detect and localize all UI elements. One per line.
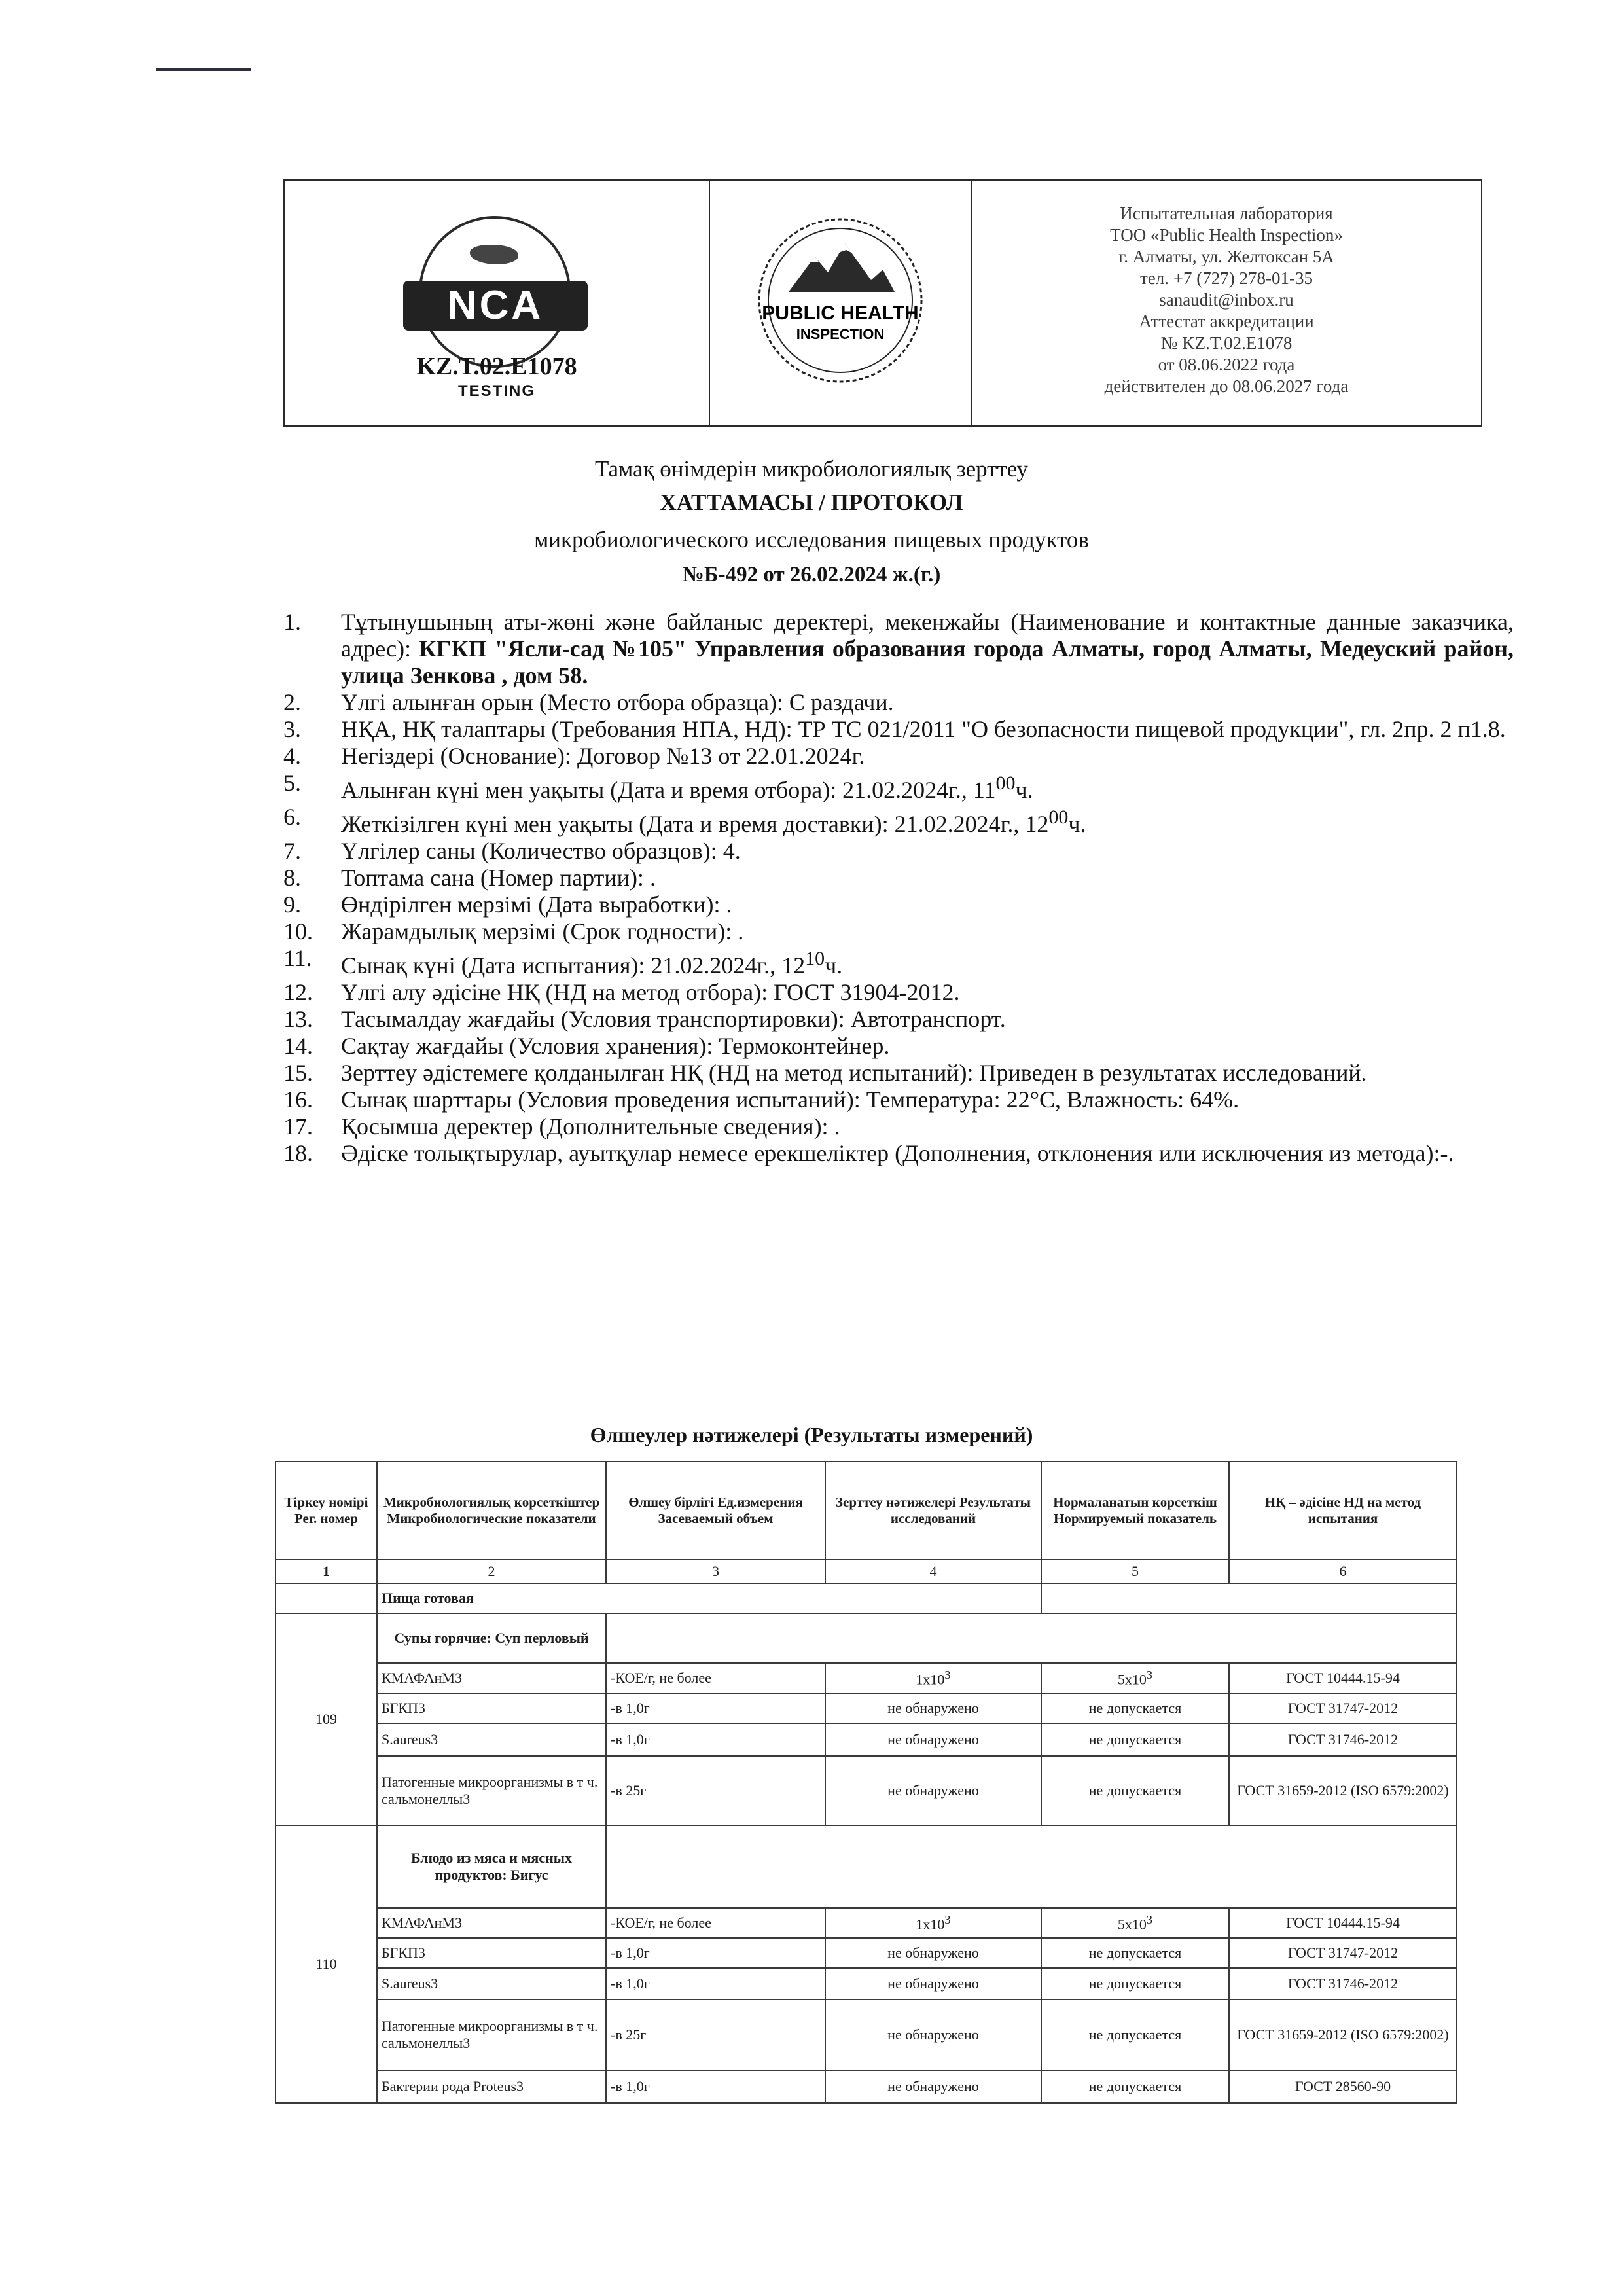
item-number: 7. bbox=[283, 838, 301, 864]
lab-line: Испытательная лаборатория bbox=[1120, 204, 1333, 223]
product-row bbox=[276, 1613, 1457, 1663]
nca-logo bbox=[419, 216, 571, 368]
document-title: ХАТТАМАСЫ / ПРОТОКОЛ bbox=[660, 490, 963, 515]
item-text: Жарамдылық мерзімі (Срок годности): . bbox=[341, 918, 744, 944]
method: ГОСТ 31746-2012 bbox=[1229, 1723, 1457, 1756]
product-name: Блюдо из мяса и мясных продуктов: Бигус bbox=[377, 1825, 606, 1908]
item-number: 4. bbox=[283, 743, 301, 769]
unit: -КОЕ/г, не более bbox=[606, 1908, 825, 1938]
method: ГОСТ 31746-2012 bbox=[1229, 1968, 1457, 2000]
result: не обнаружено bbox=[825, 1723, 1041, 1756]
result: не обнаружено bbox=[825, 1693, 1041, 1723]
protocol-item bbox=[283, 609, 1514, 689]
column-number-row bbox=[276, 1560, 1457, 1583]
time-minutes: 00 bbox=[1048, 806, 1069, 828]
column-number: 4 bbox=[825, 1560, 1041, 1583]
norm: не допускается bbox=[1041, 1723, 1229, 1756]
accreditation-code: KZ.T.02.E1078 bbox=[416, 353, 577, 380]
unit: -в 25г bbox=[606, 2000, 825, 2070]
protocol-item bbox=[283, 1140, 1514, 1167]
header-cell: Өлшеу бірлігі Ед.измерения Засеваемый объем bbox=[606, 1462, 825, 1560]
norm-exponent: 3 bbox=[1146, 1668, 1153, 1681]
item-number: 17. bbox=[283, 1113, 313, 1139]
method: ГОСТ 31659-2012 (ISO 6579:2002) bbox=[1229, 2000, 1457, 2070]
indicator: КМАФАнМ3 bbox=[377, 1663, 606, 1693]
method: ГОСТ 10444.15-94 bbox=[1229, 1663, 1457, 1693]
unit: -в 1,0г bbox=[606, 1938, 825, 1968]
item-label: Сынақ күні (Дата испытания): 21.02.2024г., 12 bbox=[341, 952, 806, 978]
norm: не допускается bbox=[1041, 2070, 1229, 2103]
table-row bbox=[276, 1908, 1457, 1938]
lab-line: тел. +7 (727) 278-01-35 bbox=[1140, 268, 1313, 288]
empty-cell bbox=[1041, 1583, 1457, 1613]
unit: -в 1,0г bbox=[606, 1968, 825, 2000]
indicator: БГКП3 bbox=[377, 1938, 606, 1968]
indicator: S.aureus3 bbox=[377, 1968, 606, 2000]
unit: -в 1,0г bbox=[606, 1723, 825, 1756]
product-row bbox=[276, 1825, 1457, 1908]
table-row bbox=[276, 1756, 1457, 1825]
unit: -в 25г bbox=[606, 1756, 825, 1825]
result-exponent: 3 bbox=[944, 1912, 951, 1926]
header-cell: Нормаланатын көрсеткіш Нормируемый показатель bbox=[1041, 1462, 1229, 1560]
item-text bbox=[341, 770, 1514, 804]
table-row bbox=[276, 2070, 1457, 2103]
item-label: Алынған күні мен уақыты (Дата и время отбора): 21.02.2024г., 11 bbox=[341, 777, 996, 803]
item-text: Үлгі алу әдісіне НҚ (НД на метод отбора): ГОСТ 31904-2012. bbox=[341, 979, 960, 1005]
empty-cell bbox=[606, 1825, 1457, 1908]
table-row bbox=[276, 1723, 1457, 1756]
time-unit: ч. bbox=[1015, 777, 1033, 803]
norm: не допускается bbox=[1041, 1938, 1229, 1968]
testing-label: TESTING bbox=[457, 382, 535, 400]
lab-line: sanaudit@inbox.ru bbox=[1159, 290, 1294, 310]
norm: не допускается bbox=[1041, 1756, 1229, 1825]
item-number: 11. bbox=[283, 945, 312, 971]
result bbox=[825, 1908, 1041, 1938]
document-title-kz: Тамақ өнімдерін микробиологиялық зерттеу bbox=[595, 456, 1028, 482]
method: ГОСТ 10444.15-94 bbox=[1229, 1908, 1457, 1938]
protocol-items bbox=[283, 609, 1514, 1167]
table-row bbox=[276, 1938, 1457, 1968]
result: не обнаружено bbox=[825, 1938, 1041, 1968]
item-number: 2. bbox=[283, 689, 301, 715]
norm-base: 5x10 bbox=[1117, 1671, 1147, 1688]
column-number: 6 bbox=[1229, 1560, 1457, 1583]
header-cell: НҚ – әдісіне НД на метод испытания bbox=[1229, 1462, 1457, 1560]
indicator: Патогенные микроорганизмы в т ч. сальмонеллы3 bbox=[377, 2000, 606, 2070]
item-number: 13. bbox=[283, 1006, 313, 1032]
table-row bbox=[276, 1663, 1457, 1693]
phi-logo-cell bbox=[710, 181, 972, 425]
result bbox=[825, 1663, 1041, 1693]
norm-base: 5x10 bbox=[1117, 1916, 1147, 1933]
method: ГОСТ 31659-2012 (ISO 6579:2002) bbox=[1229, 1756, 1457, 1825]
item-text bbox=[341, 804, 1514, 838]
protocol-item bbox=[283, 918, 1514, 945]
item-text: Қосымша деректер (Дополнительные сведения): . bbox=[341, 1113, 840, 1139]
item-text: Сақтау жағдайы (Условия хранения): Термоконтейнер. bbox=[341, 1033, 890, 1059]
table-row bbox=[276, 1968, 1457, 2000]
public-health-inspection-logo bbox=[755, 215, 926, 386]
protocol-item bbox=[283, 1086, 1514, 1113]
customer-name: КГКП "Ясли-сад №105" Управления образования города Алматы, город Алматы, Медеуский район, улица Зенкова , дом 58. bbox=[341, 636, 1514, 689]
unit: -в 1,0г bbox=[606, 2070, 825, 2103]
item-number: 9. bbox=[283, 891, 301, 918]
item-number: 16. bbox=[283, 1086, 313, 1113]
protocol-item bbox=[283, 945, 1514, 979]
result: не обнаружено bbox=[825, 1756, 1041, 1825]
time-unit: ч. bbox=[1068, 811, 1086, 837]
result-base: 1x10 bbox=[916, 1671, 945, 1688]
lab-info bbox=[972, 181, 1481, 425]
reg-number: 109 bbox=[276, 1613, 377, 1825]
kazakhstan-map-icon bbox=[470, 245, 518, 264]
indicator: БГКП3 bbox=[377, 1693, 606, 1723]
nca-logo-text: NCA bbox=[403, 281, 588, 331]
protocol-item bbox=[283, 865, 1514, 891]
column-number: 1 bbox=[276, 1560, 377, 1583]
column-number: 5 bbox=[1041, 1560, 1229, 1583]
item-number: 10. bbox=[283, 918, 313, 944]
method: ГОСТ 31747-2012 bbox=[1229, 1693, 1457, 1723]
protocol-item bbox=[283, 770, 1514, 804]
method: ГОСТ 31747-2012 bbox=[1229, 1938, 1457, 1968]
header-cell: Микробиологиялық көрсеткіштер Микробиологические показатели bbox=[377, 1462, 606, 1560]
reg-number: 110 bbox=[276, 1825, 377, 2103]
norm: не допускается bbox=[1041, 1693, 1229, 1723]
item-number: 12. bbox=[283, 979, 313, 1005]
column-number: 2 bbox=[377, 1560, 606, 1583]
protocol-item bbox=[283, 1060, 1514, 1086]
item-number: 5. bbox=[283, 770, 301, 796]
lab-line: ТОО «Public Health Inspection» bbox=[1110, 225, 1343, 245]
time-unit: ч. bbox=[825, 952, 843, 978]
item-text: Әдіске толықтырулар, ауытқулар немесе ерекшеліктер (Дополнения, отклонения или исключения из метода):-. bbox=[341, 1140, 1454, 1166]
phi-logo-line1: PUBLIC HEALTH bbox=[762, 302, 919, 324]
document-subtitle: микробиологического исследования пищевых продуктов bbox=[534, 527, 1089, 552]
lab-line: г. Алматы, ул. Желтоксан 5А bbox=[1118, 247, 1334, 266]
item-number: 6. bbox=[283, 804, 301, 830]
top-scan-mark bbox=[156, 68, 251, 71]
empty-cell bbox=[276, 1583, 377, 1613]
result-exponent: 3 bbox=[944, 1668, 951, 1681]
header-cell: Тіркеу нөмірі Рег. номер bbox=[276, 1462, 377, 1560]
header-cell: Зерттеу нәтижелері Результаты исследований bbox=[825, 1462, 1041, 1560]
nca-logo-cell bbox=[285, 181, 710, 425]
item-text bbox=[341, 609, 1514, 689]
protocol-item bbox=[283, 838, 1514, 865]
lab-line: от 08.06.2022 года bbox=[1158, 355, 1295, 374]
protocol-item bbox=[283, 891, 1514, 918]
indicator: Патогенные микроорганизмы в т ч. сальмонеллы3 bbox=[377, 1756, 606, 1825]
item-text: Үлгі алынған орын (Место отбора образца): С раздачи. bbox=[341, 689, 894, 715]
time-minutes: 10 bbox=[805, 948, 825, 969]
item-text: Зерттеу әдістемеге қолданылған НҚ (НД на метод испытаний): Приведен в результатах исследований. bbox=[341, 1060, 1367, 1086]
unit: -в 1,0г bbox=[606, 1693, 825, 1723]
norm-exponent: 3 bbox=[1146, 1912, 1153, 1926]
time-minutes: 00 bbox=[995, 772, 1016, 794]
results-table bbox=[275, 1461, 1457, 2104]
item-number: 1. bbox=[283, 609, 301, 635]
protocol-item bbox=[283, 689, 1514, 716]
protocol-item bbox=[283, 1006, 1514, 1033]
item-number: 15. bbox=[283, 1060, 313, 1086]
protocol-item bbox=[283, 804, 1514, 838]
results-title: Өлшеулер нәтижелері (Результаты измерений) bbox=[590, 1423, 1033, 1446]
norm: не допускается bbox=[1041, 1968, 1229, 2000]
protocol-item bbox=[283, 1113, 1514, 1140]
norm bbox=[1041, 1908, 1229, 1938]
norm bbox=[1041, 1663, 1229, 1693]
item-text: Сынақ шарттары (Условия проведения испытаний): Температура: 22°С, Влажность: 64%. bbox=[341, 1086, 1240, 1113]
phi-logo-line2: INSPECTION bbox=[796, 326, 885, 342]
lab-line: № KZ.T.02.E1078 bbox=[1160, 333, 1293, 353]
result: не обнаружено bbox=[825, 1968, 1041, 2000]
indicator: Бактерии рода Proteus3 bbox=[377, 2070, 606, 2103]
column-number: 3 bbox=[606, 1560, 825, 1583]
item-text: Тасымалдау жағдайы (Условия транспортировки): Автотранспорт. bbox=[341, 1006, 1006, 1032]
result-base: 1x10 bbox=[916, 1916, 945, 1933]
item-number: 14. bbox=[283, 1033, 313, 1059]
header-box bbox=[283, 179, 1482, 427]
empty-cell bbox=[606, 1613, 1457, 1663]
item-label: Тұтынушының аты-жөні және байланыс деректері, мекенжайы (Наименование и контактные данные заказчика, адрес): bbox=[341, 609, 1514, 662]
item-number: 8. bbox=[283, 865, 301, 891]
protocol-item bbox=[283, 979, 1514, 1006]
indicator: S.aureus3 bbox=[377, 1723, 606, 1756]
item-text: НҚА, НҚ талаптары (Требования НПА, НД): ТР ТС 021/2011 "О безопасности пищевой продукции", гл. 2пр. 2 п1.8. bbox=[341, 716, 1506, 742]
product-name: Супы горячие: Суп перловый bbox=[377, 1613, 606, 1663]
section-row bbox=[276, 1583, 1457, 1613]
table-row bbox=[276, 2000, 1457, 2070]
unit: -КОЕ/г, не более bbox=[606, 1663, 825, 1693]
section-label: Пища готовая bbox=[377, 1583, 1041, 1613]
lab-line: Аттестат аккредитации bbox=[1139, 312, 1314, 331]
result: не обнаружено bbox=[825, 2000, 1041, 2070]
item-text: Үлгілер саны (Количество образцов): 4. bbox=[341, 838, 741, 864]
result: не обнаружено bbox=[825, 2070, 1041, 2103]
protocol-item bbox=[283, 1033, 1514, 1060]
item-number: 3. bbox=[283, 716, 301, 742]
indicator: КМАФАнМ3 bbox=[377, 1908, 606, 1938]
table-header-row bbox=[276, 1462, 1457, 1560]
norm: не допускается bbox=[1041, 2000, 1229, 2070]
method: ГОСТ 28560-90 bbox=[1229, 2070, 1457, 2103]
protocol-number: №Б-492 от 26.02.2024 ж.(г.) bbox=[682, 563, 941, 586]
item-text: Негіздері (Основание): Договор №13 от 22.01.2024г. bbox=[341, 743, 865, 769]
protocol-item bbox=[283, 743, 1514, 770]
table-row bbox=[276, 1693, 1457, 1723]
item-text: Өндірілген мерзімі (Дата выработки): . bbox=[341, 891, 732, 918]
item-label: Жеткізілген күні мен уақыты (Дата и время доставки): 21.02.2024г., 12 bbox=[341, 811, 1049, 837]
item-number: 18. bbox=[283, 1140, 313, 1166]
item-text bbox=[341, 945, 1514, 979]
protocol-item bbox=[283, 716, 1514, 743]
item-text: Топтама сана (Номер партии): . bbox=[341, 865, 656, 891]
lab-line: действителен до 08.06.2027 года bbox=[1104, 376, 1349, 396]
